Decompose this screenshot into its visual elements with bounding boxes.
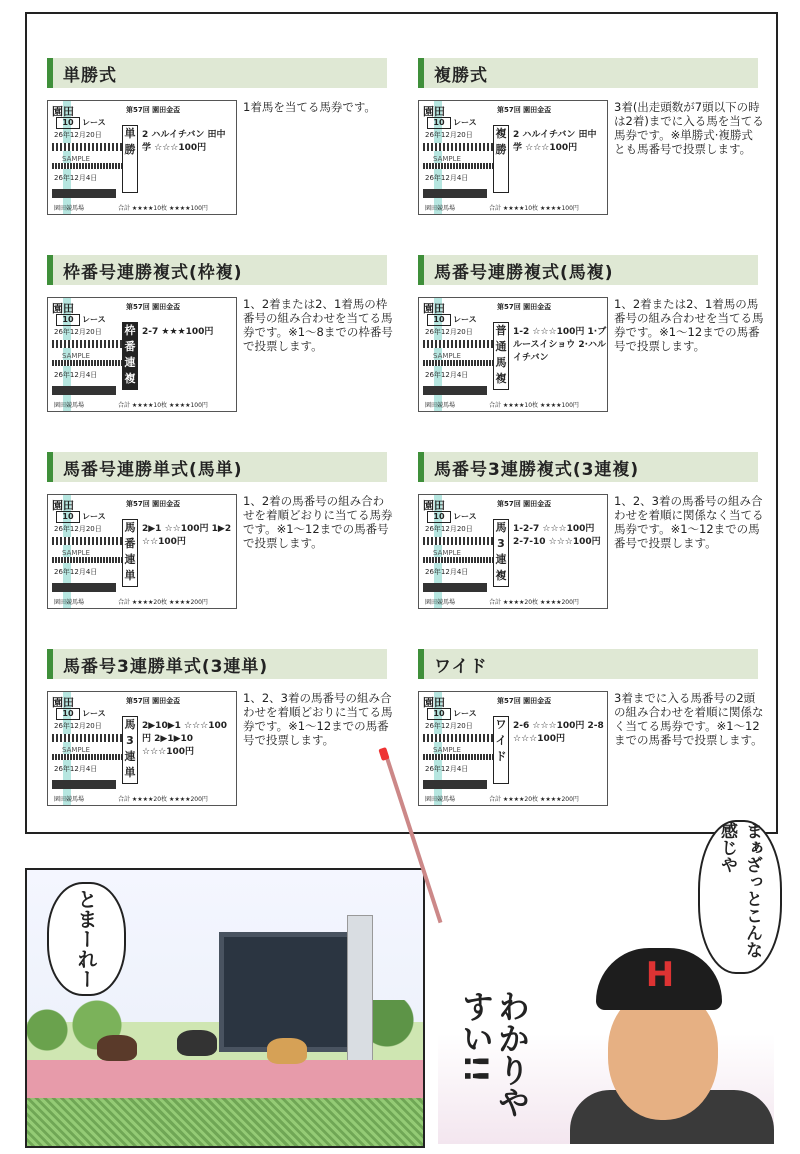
section-heading: 枠番号連勝複式(枠複) (47, 255, 387, 285)
ticket-sample: SAMPLE (433, 549, 461, 557)
ticket-venue: 園田 (423, 105, 445, 118)
ticket-race-name: 第57回 園田金盃 (126, 106, 181, 114)
ticket-race-name: 第57回 園田金盃 (497, 500, 552, 508)
ticket-place: 園田競馬場 (54, 402, 85, 409)
ticket-race-name: 第57回 園田金盃 (497, 697, 552, 705)
ticket-race-name: 第57回 園田金盃 (497, 303, 552, 311)
bet-type-section (418, 452, 764, 612)
ticket-date: 26年12月20日 (54, 131, 102, 139)
ticket-selection: 2▶10▶1 ☆☆☆100円 2▶1▶10 ☆☆☆100円 (142, 721, 228, 757)
section-description: 3着(出走頭数が7頭以下の時は2着)までに入る馬を当てる馬券です。※単勝式·複勝式とも馬番号で投票します。 (614, 100, 764, 156)
ticket-race-number: 10 (56, 314, 80, 326)
section-heading: 馬番号3連勝単式(3連単) (47, 649, 387, 679)
betting-ticket (47, 691, 237, 806)
bet-type-section (418, 255, 764, 415)
ticket-race-name: 第57回 園田金盃 (126, 303, 181, 311)
ticket-place: 園田競馬場 (425, 205, 456, 212)
ticket-place: 園田競馬場 (54, 796, 85, 803)
section-description: 1、2着または2、1着馬の枠番号の組み合わせを当てる馬券です。※1～8までの枠番号で投票します。 (243, 297, 393, 353)
ticket-venue: 園田 (52, 302, 74, 315)
section-description: 1着馬を当てる馬券です。 (243, 100, 376, 114)
section-heading: 馬番号3連勝複式(3連複) (418, 452, 758, 482)
ticket-sample: SAMPLE (62, 746, 90, 754)
ticket-total: 合計 ★★★★20枚 ★★★★200円 (118, 796, 208, 803)
ticket-selection: 2-7 ★★★100円 (142, 327, 214, 337)
ticket-bet-type: 枠番連複 (122, 322, 138, 390)
ticket-race-number: 10 (56, 511, 80, 523)
section-description: 1、2、3着の馬番号の組み合わせを着順に関係なく当てる馬券です。※1～12までの馬番号で投票します。 (614, 494, 764, 550)
ticket-selection: 2 ハルイチバン 田中 学 ☆☆☆100円 (513, 130, 597, 153)
ticket-issue-date: 26年12月4日 (54, 568, 98, 576)
ticket-venue: 園田 (52, 499, 74, 512)
horse-icon (267, 1038, 307, 1064)
ticket-bet-type: ワイド (493, 716, 509, 784)
horse-icon (177, 1030, 217, 1056)
ticket-selection: 1-2 ☆☆☆100円 1·ブルースイショウ 2·ハルイチバン (513, 327, 607, 363)
betting-ticket (47, 100, 237, 215)
bet-type-section (418, 649, 764, 809)
betting-ticket (418, 494, 608, 609)
betting-ticket (47, 297, 237, 412)
ticket-sample: SAMPLE (62, 155, 90, 163)
ticket-race-name: 第57回 園田金盃 (126, 500, 181, 508)
ticket-race-number: 10 (427, 708, 451, 720)
racecourse-scene (25, 868, 425, 1148)
ticket-venue: 園田 (423, 696, 445, 709)
section-heading: 単勝式 (47, 58, 387, 88)
betting-ticket (47, 494, 237, 609)
ticket-issue-date: 26年12月4日 (54, 765, 98, 773)
ticket-sample: SAMPLE (62, 549, 90, 557)
ticket-venue: 園田 (52, 696, 74, 709)
section-description: 3着までに入る馬番号の2頭の組み合わせを着順に関係なく当てる馬券です。※1～12までの馬番号で投票します。 (614, 691, 764, 747)
section-heading: 馬番号連勝単式(馬単) (47, 452, 387, 482)
ticket-place: 園田競馬場 (54, 599, 85, 606)
ticket-total: 合計 ★★★★10枚 ★★★★100円 (118, 402, 208, 409)
ticket-bet-type: 馬3連単 (122, 716, 138, 784)
ticket-issue-date: 26年12月4日 (425, 765, 469, 773)
ticket-selection: 2-6 ☆☆☆100円 2-8 ☆☆☆100円 (513, 721, 604, 744)
ticket-sample: SAMPLE (433, 746, 461, 754)
section-heading: 馬番号連勝複式(馬複) (418, 255, 758, 285)
section-description: 1、2着または2、1着馬の馬番号の組み合わせを当てる馬券です。※1～12までの馬番号で投票します。 (614, 297, 764, 353)
ticket-race-number: 10 (56, 708, 80, 720)
section-heading: ワイド (418, 649, 758, 679)
ticket-race-label: レース (453, 118, 477, 127)
ticket-race-label: レース (82, 709, 106, 718)
cap-logo: H (645, 955, 675, 995)
ticket-issue-date: 26年12月4日 (425, 568, 469, 576)
man-speech-bubble: まぁざっとこんな感じや (698, 820, 782, 974)
bet-type-section (47, 58, 387, 218)
ticket-date: 26年12月20日 (425, 328, 473, 336)
ticket-sample: SAMPLE (433, 352, 461, 360)
ticket-bet-type: 複勝 (493, 125, 509, 193)
betting-ticket (418, 691, 608, 806)
ticket-place: 園田競馬場 (425, 402, 456, 409)
ticket-race-number: 10 (427, 117, 451, 129)
ticket-race-label: レース (453, 709, 477, 718)
ticket-issue-date: 26年12月4日 (425, 174, 469, 182)
betting-ticket (418, 297, 608, 412)
section-heading: 複勝式 (418, 58, 758, 88)
ticket-bet-type: 普通馬複 (493, 322, 509, 390)
ticket-date: 26年12月20日 (54, 722, 102, 730)
ticket-date: 26年12月20日 (425, 722, 473, 730)
ticket-bet-type: 馬番連単 (122, 519, 138, 587)
bet-type-section (47, 452, 393, 612)
track (27, 1060, 423, 1100)
betting-ticket (418, 100, 608, 215)
ticket-race-label: レース (453, 512, 477, 521)
ticket-venue: 園田 (52, 105, 74, 118)
ticket-selection: 2▶1 ☆☆100円 1▶2 ☆☆100円 (142, 524, 232, 547)
ticket-selection: 1-2-7 ☆☆☆100円 2-7-10 ☆☆☆100円 (513, 524, 601, 547)
ticket-date: 26年12月20日 (425, 131, 473, 139)
scene-speech-bubble: とまーれー (47, 882, 126, 996)
ticket-issue-date: 26年12月4日 (54, 371, 98, 379)
section-description: 1、2着の馬番号の組み合わせを着順どおりに当てる馬券です。※1～12までの馬番号で投票します。 (243, 494, 393, 550)
ticket-race-label: レース (453, 315, 477, 324)
ticket-race-name: 第57回 園田金盃 (497, 106, 552, 114)
ticket-place: 園田競馬場 (425, 796, 456, 803)
big-screen (219, 932, 359, 1052)
ticket-bet-type: 馬3連複 (493, 519, 509, 587)
ticket-race-number: 10 (56, 117, 80, 129)
bet-type-section (47, 649, 393, 809)
ticket-race-label: レース (82, 512, 106, 521)
ticket-selection: 2 ハルイチバン 田中 学 ☆☆☆100円 (142, 130, 226, 153)
ticket-issue-date: 26年12月4日 (54, 174, 98, 182)
ticket-total: 合計 ★★★★10枚 ★★★★100円 (118, 205, 208, 212)
section-description: 1、2、3着の馬番号の組み合わせを着順どおりに当てる馬券です。※1～12までの馬番号で投票します。 (243, 691, 393, 747)
ticket-sample: SAMPLE (433, 155, 461, 163)
ticket-venue: 園田 (423, 499, 445, 512)
ticket-date: 26年12月20日 (425, 525, 473, 533)
ticket-sample: SAMPLE (62, 352, 90, 360)
ticket-race-number: 10 (427, 314, 451, 326)
bet-type-section (418, 58, 764, 218)
ticket-race-label: レース (82, 315, 106, 324)
ticket-date: 26年12月20日 (54, 328, 102, 336)
ticket-place: 園田競馬場 (425, 599, 456, 606)
ticket-issue-date: 26年12月4日 (425, 371, 469, 379)
horse-icon (97, 1035, 137, 1061)
ticket-race-number: 10 (427, 511, 451, 523)
ticket-total: 合計 ★★★★10枚 ★★★★100円 (489, 205, 579, 212)
ticket-bet-type: 単勝 (122, 125, 138, 193)
ticket-total: 合計 ★★★★20枚 ★★★★200円 (489, 599, 579, 606)
fence (27, 1098, 423, 1146)
ticket-total: 合計 ★★★★20枚 ★★★★200円 (489, 796, 579, 803)
shout-text: わかりやすい!! (457, 990, 531, 1118)
ticket-total: 合計 ★★★★10枚 ★★★★100円 (489, 402, 579, 409)
bet-type-section (47, 255, 393, 415)
ticket-date: 26年12月20日 (54, 525, 102, 533)
ticket-place: 園田競馬場 (54, 205, 85, 212)
ticket-race-label: レース (82, 118, 106, 127)
ticket-total: 合計 ★★★★20枚 ★★★★200円 (118, 599, 208, 606)
ticket-race-name: 第57回 園田金盃 (126, 697, 181, 705)
ticket-venue: 園田 (423, 302, 445, 315)
